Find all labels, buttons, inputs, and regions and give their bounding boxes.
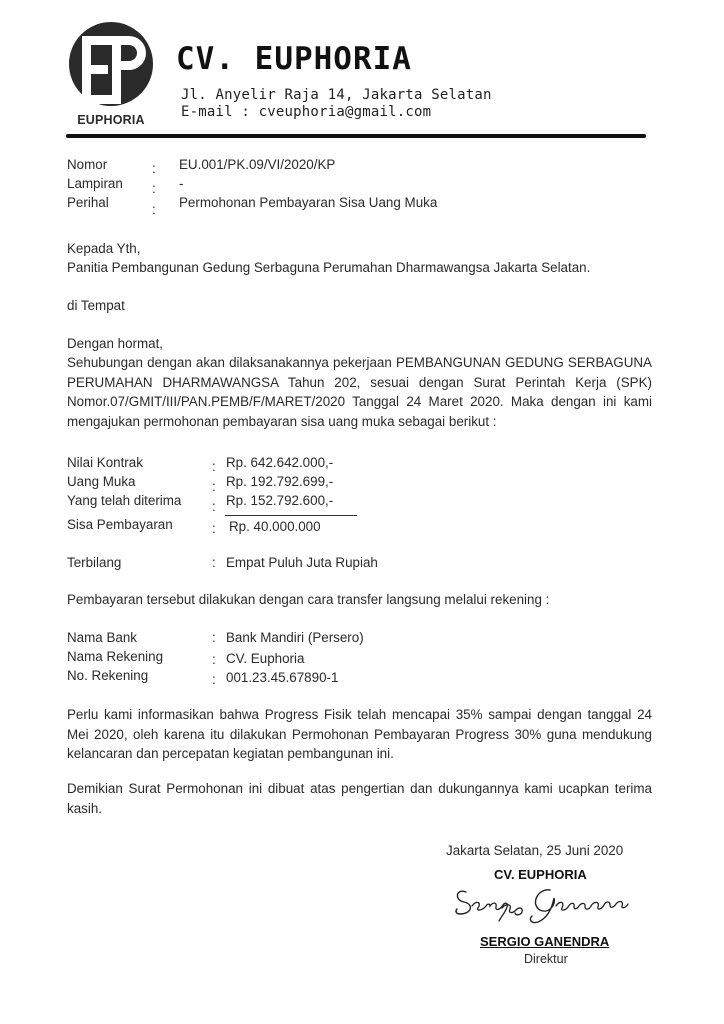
company-address: Jl. Anyelir Raja 14, Jakarta Selatan xyxy=(181,87,492,103)
nama-rekening-label: Nama Rekening xyxy=(67,649,164,664)
signature-company: CV. EUPHORIA xyxy=(494,867,587,882)
lampiran-label: Lampiran xyxy=(67,176,123,191)
nama-rekening-colon: : xyxy=(212,652,216,667)
closing-paragraph: Demikian Surat Permohonan ini dibuat atas pengertian dan dukungannya kami ucapkan terima kasih. xyxy=(67,781,652,816)
no-rekening-colon: : xyxy=(212,672,216,687)
signer-name: SERGIO GANENDRA xyxy=(480,934,610,949)
progress-paragraph: Perlu kami informasikan bahwa Progress Fisik telah mencapai 35% sampai dengan tanggal 24 Mei 2020, oleh karena itu dilakukan Permohonan Pembayaran Progress 30% guna mendukung kelancaran dan percepatan kegiatan pembangunan ini. xyxy=(67,707,652,761)
recipient-greeting: Kepada Yth, xyxy=(67,241,141,256)
transfer-intro: Pembayaran tersebut dilakukan dengan cara transfer langsung melalui rekening : xyxy=(67,592,550,607)
recipient-name: Panitia Pembangunan Gedung Serbaguna Perumahan Dharmawangsa Jakarta Selatan. xyxy=(67,260,591,275)
nomor-value: EU.001/PK.09/VI/2020/KP xyxy=(179,157,336,172)
signer-title: Direktur xyxy=(524,952,568,966)
perihal-value: Permohonan Pembayaran Sisa Uang Muka xyxy=(179,195,438,210)
company-name: CV. EUPHORIA xyxy=(176,41,412,77)
sisa-value: Rp. 40.000.000 xyxy=(229,519,321,534)
nama-bank-colon: : xyxy=(212,630,216,645)
diterima-colon: : xyxy=(212,499,216,514)
nilai-kontrak-colon: : xyxy=(212,459,216,474)
sisa-label: Sisa Pembayaran xyxy=(67,517,173,532)
nilai-kontrak-label: Nilai Kontrak xyxy=(67,455,143,470)
terbilang-label: Terbilang xyxy=(67,555,122,570)
diterima-label: Yang telah diterima xyxy=(67,493,182,508)
terbilang-colon: : xyxy=(212,555,216,570)
sisa-colon: : xyxy=(212,521,216,536)
no-rekening-label: No. Rekening xyxy=(67,668,149,683)
perihal-label: Perihal xyxy=(67,195,109,210)
uang-muka-value: Rp. 192.792.699,- xyxy=(226,474,334,489)
salutation: Dengan hormat, xyxy=(67,336,164,351)
uang-muka-colon: : xyxy=(212,479,216,494)
nomor-colon: : xyxy=(152,161,156,176)
place-date: Jakarta Selatan, 25 Juni 2020 xyxy=(446,843,624,858)
logo-name: EUPHORIA xyxy=(77,113,145,127)
nama-bank-value: Bank Mandiri (Persero) xyxy=(226,630,364,645)
terbilang-value: Empat Puluh Juta Rupiah xyxy=(226,555,378,570)
handwritten-signature xyxy=(452,878,642,926)
sum-divider xyxy=(225,515,357,516)
nomor-label: Nomor xyxy=(67,157,108,172)
recipient-place: di Tempat xyxy=(67,298,125,313)
uang-muka-label: Uang Muka xyxy=(67,474,136,489)
opening-paragraph: Sehubungan dengan akan dilaksanakannya pekerjaan PEMBANGUNAN GEDUNG SERBAGUNA PERUMAHAN DHARMAWANGSA Tahun 202, sesuai dengan Surat Perintah Kerja (SPK) Nomor.07/GMIT/III/PAN.PEMB/F/MARET/2020 Tanggal 24 Maret 2020. Maka dengan ini kami mengajukan permohonan pembayaran sisa uang muka sebagai berikut : xyxy=(67,355,652,429)
header-divider xyxy=(66,134,646,138)
company-email: E-mail : cveuphoria@gmail.com xyxy=(181,104,432,120)
lampiran-value: - xyxy=(179,176,184,191)
perihal-colon: : xyxy=(152,202,156,217)
no-rekening-value: 001.23.45.67890-1 xyxy=(226,670,339,685)
nama-rekening-value: CV. Euphoria xyxy=(226,651,305,666)
nama-bank-label: Nama Bank xyxy=(67,630,137,645)
lampiran-colon: : xyxy=(152,181,156,196)
nilai-kontrak-value: Rp. 642.642.000,- xyxy=(226,455,334,470)
diterima-value: Rp. 152.792.600,- xyxy=(226,493,334,508)
